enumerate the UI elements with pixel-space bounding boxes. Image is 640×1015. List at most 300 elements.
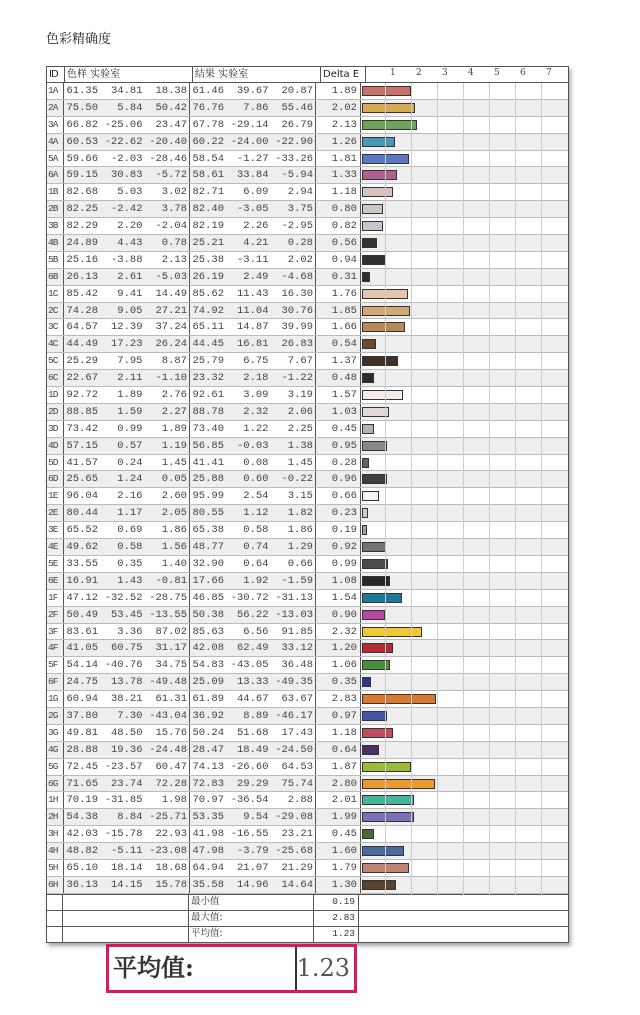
meas-value: -43.05 xyxy=(230,659,269,672)
meas-value: 11.43 xyxy=(236,287,269,300)
delta-e-bar xyxy=(362,356,398,366)
table-row xyxy=(47,167,568,184)
delta-e-value: 0.82 xyxy=(316,218,361,234)
table-row xyxy=(47,201,568,218)
ref-value: -32.52 xyxy=(104,591,143,604)
reference-lab xyxy=(64,792,190,808)
reference-lab xyxy=(64,860,190,876)
delta-e-bar xyxy=(362,458,369,468)
delta-e-bar xyxy=(362,154,409,164)
table-row xyxy=(47,353,568,370)
measured-lab xyxy=(190,184,316,200)
measured-lab xyxy=(190,252,316,268)
meas-value: 2.06 xyxy=(287,405,313,418)
meas-value: 21.29 xyxy=(281,861,313,874)
ref-value: 70.19 xyxy=(66,794,98,807)
delta-e-bar xyxy=(362,728,393,738)
delta-e-value: 0.66 xyxy=(316,488,361,504)
bar-cell xyxy=(361,353,568,369)
measured-lab xyxy=(190,877,316,893)
patch-id: 4D xyxy=(47,438,64,454)
delta-e-bar xyxy=(362,187,393,197)
reference-lab xyxy=(64,556,190,572)
meas-value: 42.08 xyxy=(192,642,224,655)
ref-value: 59.66 xyxy=(66,152,98,165)
meas-value: -1.22 xyxy=(281,372,313,385)
meas-value: -13.03 xyxy=(275,608,313,621)
delta-e-bar xyxy=(362,508,368,518)
ref-value: 7.95 xyxy=(117,355,143,368)
reference-lab xyxy=(64,607,190,623)
reference-lab xyxy=(64,117,190,133)
delta-e-value: 2.01 xyxy=(316,792,361,808)
reference-lab xyxy=(64,303,190,319)
meas-value: 17.66 xyxy=(192,574,224,587)
measured-lab xyxy=(190,742,316,758)
meas-value: -0.22 xyxy=(281,473,313,486)
meas-value: 20.87 xyxy=(281,85,313,97)
bar-cell xyxy=(361,556,568,572)
reference-lab xyxy=(64,370,190,386)
ref-value: 49.62 xyxy=(66,541,98,554)
patch-id: 3D xyxy=(47,421,64,437)
meas-value: -29.08 xyxy=(275,811,313,824)
measured-lab xyxy=(190,573,316,589)
bar-cell xyxy=(361,303,568,319)
table-row xyxy=(47,134,568,151)
table-row xyxy=(47,674,568,691)
ref-value: 54.38 xyxy=(66,811,98,824)
ref-value: 88.85 xyxy=(66,405,98,418)
delta-e-value: 2.13 xyxy=(316,117,361,133)
meas-value: 61.89 xyxy=(192,693,224,706)
meas-value: 64.53 xyxy=(281,760,313,773)
ref-value: 0.78 xyxy=(161,237,187,250)
summary-value: 0.19 xyxy=(314,895,359,910)
ref-value: 2.16 xyxy=(117,490,143,503)
reference-lab xyxy=(64,201,190,217)
average-highlight-box xyxy=(106,944,357,993)
meas-value: 21.07 xyxy=(236,861,269,874)
meas-value: -3.05 xyxy=(236,203,269,216)
table-row xyxy=(47,691,568,708)
measured-lab xyxy=(190,488,316,504)
ref-value: 23.47 xyxy=(155,118,187,131)
bar-cell xyxy=(361,151,568,167)
delta-e-value: 1.66 xyxy=(316,319,361,335)
ref-value: 71.65 xyxy=(66,777,98,790)
ref-value: 17.23 xyxy=(110,338,143,351)
meas-value: -36.54 xyxy=(230,794,269,807)
ref-value: -23.08 xyxy=(149,845,187,858)
patch-id: 4E xyxy=(47,539,64,555)
ref-value: -2.42 xyxy=(110,203,143,216)
table-body xyxy=(47,83,568,894)
meas-value: 1.29 xyxy=(287,541,313,554)
delta-e-bar xyxy=(362,677,371,687)
reference-lab xyxy=(64,742,190,758)
ref-value: 47.12 xyxy=(66,591,98,604)
axis-tick-label: 5 xyxy=(494,68,500,78)
delta-e-value: 2.83 xyxy=(316,691,361,707)
delta-e-bar xyxy=(362,441,387,451)
delta-e-bar xyxy=(362,289,408,299)
meas-value: 0.08 xyxy=(243,456,269,469)
ref-value: 37.24 xyxy=(155,321,187,334)
patch-id: 2A xyxy=(47,100,64,116)
table-row xyxy=(47,252,568,269)
measured-lab xyxy=(190,607,316,623)
bar-cell xyxy=(361,607,568,623)
meas-value: 2.32 xyxy=(243,405,269,418)
ref-value: 36.13 xyxy=(66,878,98,891)
patch-id: 3H xyxy=(47,826,64,842)
ref-value: 30.83 xyxy=(110,169,143,182)
patch-id: 4G xyxy=(47,742,64,758)
patch-id: 1C xyxy=(47,286,64,302)
meas-value: 58.54 xyxy=(192,152,224,165)
patch-id: 2E xyxy=(47,505,64,521)
ref-value: -3.88 xyxy=(110,253,143,266)
measured-lab xyxy=(190,539,316,555)
measured-lab xyxy=(190,776,316,792)
delta-e-bar xyxy=(362,204,383,214)
meas-value: 41.98 xyxy=(192,828,224,841)
ref-value: 14.15 xyxy=(110,878,143,891)
ref-value: 66.82 xyxy=(66,118,98,131)
delta-e-bar xyxy=(362,390,403,400)
reference-lab xyxy=(64,843,190,859)
delta-e-value: 0.48 xyxy=(316,370,361,386)
table-row xyxy=(47,792,568,809)
delta-e-value: 1.18 xyxy=(316,184,361,200)
bar-cell xyxy=(361,843,568,859)
meas-value: 74.13 xyxy=(192,760,224,773)
ref-value: 14.49 xyxy=(155,287,187,300)
bar-cell xyxy=(361,640,568,656)
delta-e-value: 1.87 xyxy=(316,759,361,775)
delta-e-value: 1.76 xyxy=(316,286,361,302)
header-delta-e: Delta E xyxy=(321,67,366,82)
ref-value: 24.89 xyxy=(66,237,98,250)
summary-label: 平均值: xyxy=(189,927,314,942)
ref-value: 1.98 xyxy=(161,794,187,807)
reference-lab xyxy=(64,471,190,487)
axis-tick-label: 6 xyxy=(520,68,526,78)
patch-id: 6G xyxy=(47,776,64,792)
patch-id: 4B xyxy=(47,235,64,251)
ref-value: 61.31 xyxy=(155,693,187,706)
reference-lab xyxy=(64,404,190,420)
ref-value: -43.04 xyxy=(149,709,187,722)
ref-value: 59.15 xyxy=(66,169,98,182)
reference-lab xyxy=(64,590,190,606)
ref-value: 50.42 xyxy=(155,101,187,114)
bar-cell xyxy=(361,201,568,217)
patch-id: 1D xyxy=(47,387,64,403)
average-value: 1.23 xyxy=(296,954,350,982)
delta-e-value: 1.37 xyxy=(316,353,361,369)
reference-lab xyxy=(64,319,190,335)
delta-e-bar xyxy=(362,863,409,873)
patch-id: 6F xyxy=(47,674,64,690)
ref-value: 2.61 xyxy=(117,270,143,283)
ref-value: 33.55 xyxy=(66,557,98,570)
delta-e-bar xyxy=(362,170,397,180)
delta-e-value: 2.32 xyxy=(316,624,361,640)
ref-value: 60.75 xyxy=(110,642,143,655)
measured-lab xyxy=(190,826,316,842)
ref-value: 87.02 xyxy=(155,625,187,638)
measured-lab xyxy=(190,522,316,538)
meas-value: 46.85 xyxy=(192,591,224,604)
meas-value: 7.67 xyxy=(287,355,313,368)
table-row xyxy=(47,809,568,826)
delta-e-value: 1.60 xyxy=(316,843,361,859)
ref-value: 1.45 xyxy=(161,456,187,469)
meas-value: 14.87 xyxy=(236,321,269,334)
reference-lab xyxy=(64,438,190,454)
ref-value: 2.76 xyxy=(161,389,187,402)
ref-value: 54.14 xyxy=(66,659,98,672)
meas-value: -33.26 xyxy=(275,152,313,165)
delta-e-bar xyxy=(362,322,405,332)
delta-e-value: 0.23 xyxy=(316,505,361,521)
ref-value: 12.39 xyxy=(110,321,143,334)
measured-lab xyxy=(190,624,316,640)
ref-value: 8.84 xyxy=(117,811,143,824)
delta-e-bar xyxy=(362,660,390,670)
bar-cell xyxy=(361,624,568,640)
table-row xyxy=(47,759,568,776)
bar-cell xyxy=(361,759,568,775)
summary-row xyxy=(47,926,568,942)
ref-value: 2.20 xyxy=(117,220,143,233)
meas-value: 85.62 xyxy=(192,287,224,300)
meas-value: 2.49 xyxy=(243,270,269,283)
bar-cell xyxy=(361,826,568,842)
measured-lab xyxy=(190,387,316,403)
ref-value: 5.03 xyxy=(117,186,143,199)
meas-value: 47.98 xyxy=(192,845,224,858)
delta-e-bar xyxy=(362,762,411,772)
ref-value: 65.10 xyxy=(66,861,98,874)
ref-value: -28.46 xyxy=(149,152,187,165)
patch-id: 6A xyxy=(47,167,64,183)
measured-lab xyxy=(190,455,316,471)
meas-value: 1.86 xyxy=(287,524,313,537)
patch-id: 6C xyxy=(47,370,64,386)
delta-e-value: 2.02 xyxy=(316,100,361,116)
reference-lab xyxy=(64,218,190,234)
ref-value: 22.67 xyxy=(66,372,98,385)
delta-e-bar xyxy=(362,779,435,789)
table-row xyxy=(47,319,568,336)
table-row xyxy=(47,573,568,590)
ref-value: 23.74 xyxy=(110,777,143,790)
table-row xyxy=(47,83,568,100)
patch-id: 6D xyxy=(47,471,64,487)
table-row xyxy=(47,539,568,556)
delta-e-value: 0.19 xyxy=(316,522,361,538)
measured-lab xyxy=(190,151,316,167)
delta-e-value: 1.08 xyxy=(316,573,361,589)
ref-value: 82.29 xyxy=(66,220,98,233)
summary-label: 最小值 xyxy=(189,895,314,910)
measured-lab xyxy=(190,370,316,386)
measured-lab xyxy=(190,860,316,876)
ref-value: -25.06 xyxy=(104,118,143,131)
meas-value: 28.47 xyxy=(192,743,224,756)
ref-value: -2.04 xyxy=(155,220,187,233)
measured-lab xyxy=(190,708,316,724)
meas-value: 8.89 xyxy=(243,709,269,722)
delta-e-value: 0.92 xyxy=(316,539,361,555)
meas-value: 25.21 xyxy=(192,237,224,250)
delta-e-bar xyxy=(362,795,414,805)
delta-e-value: 0.64 xyxy=(316,742,361,758)
ref-value: 85.42 xyxy=(66,287,98,300)
meas-value: 82.19 xyxy=(192,220,224,233)
measured-lab xyxy=(190,134,316,150)
delta-e-value: 0.45 xyxy=(316,826,361,842)
table-row xyxy=(47,640,568,657)
summary-value: 1.23 xyxy=(314,927,359,942)
bar-cell xyxy=(361,218,568,234)
delta-e-bar xyxy=(362,86,411,96)
measured-lab xyxy=(190,201,316,217)
patch-id: 5H xyxy=(47,860,64,876)
delta-e-bar xyxy=(362,491,379,501)
ref-value: 2.27 xyxy=(161,405,187,418)
meas-value: 1.82 xyxy=(287,507,313,520)
meas-value: 95.99 xyxy=(192,490,224,503)
delta-e-bar xyxy=(362,711,387,721)
ref-value: 34.81 xyxy=(110,85,143,97)
reference-lab xyxy=(64,759,190,775)
meas-value: 0.74 xyxy=(243,541,269,554)
ref-value: -2.03 xyxy=(110,152,143,165)
page-title: 色彩精确度 xyxy=(46,32,112,47)
ref-value: 1.56 xyxy=(161,541,187,554)
meas-value: 75.74 xyxy=(281,777,313,790)
delta-e-value: 2.80 xyxy=(316,776,361,792)
bar-cell xyxy=(361,471,568,487)
ref-value: 25.16 xyxy=(66,253,98,266)
delta-e-value: 1.99 xyxy=(316,809,361,825)
reference-lab xyxy=(64,235,190,251)
bar-cell xyxy=(361,269,568,285)
reference-lab xyxy=(64,353,190,369)
meas-value: 13.33 xyxy=(236,676,269,689)
ref-value: 50.49 xyxy=(66,608,98,621)
delta-e-value: 0.95 xyxy=(316,438,361,454)
table-row xyxy=(47,742,568,759)
bar-cell xyxy=(361,134,568,150)
table-row xyxy=(47,404,568,421)
ref-value: 1.89 xyxy=(117,389,143,402)
table-row xyxy=(47,269,568,286)
delta-e-bar xyxy=(362,339,376,349)
measured-lab xyxy=(190,303,316,319)
ref-value: 60.47 xyxy=(155,760,187,773)
meas-value: 0.58 xyxy=(243,524,269,537)
meas-value: 56.22 xyxy=(236,608,269,621)
bar-cell xyxy=(361,421,568,437)
meas-value: 1.38 xyxy=(287,439,313,452)
color-accuracy-table xyxy=(46,66,569,943)
header-id: ID xyxy=(47,67,65,82)
reference-lab xyxy=(64,877,190,893)
meas-value: 61.46 xyxy=(192,85,224,97)
meas-value: 67.78 xyxy=(192,118,224,131)
measured-lab xyxy=(190,843,316,859)
meas-value: 1.22 xyxy=(243,422,269,435)
delta-e-bar xyxy=(362,576,390,586)
meas-value: 54.83 xyxy=(192,659,224,672)
ref-value: 1.59 xyxy=(117,405,143,418)
measured-lab xyxy=(190,235,316,251)
meas-value: 2.18 xyxy=(243,372,269,385)
ref-value: 3.78 xyxy=(161,203,187,216)
ref-value: 42.03 xyxy=(66,828,98,841)
ref-value: 0.58 xyxy=(117,541,143,554)
table-row xyxy=(47,303,568,320)
ref-value: 18.38 xyxy=(155,85,187,97)
ref-value: 2.05 xyxy=(161,507,187,520)
delta-e-bar xyxy=(362,373,374,383)
meas-value: -22.90 xyxy=(275,135,313,148)
meas-value: 23.21 xyxy=(281,828,313,841)
reference-lab xyxy=(64,708,190,724)
bar-cell xyxy=(361,590,568,606)
header-measured: 结果 实验室 xyxy=(193,67,321,82)
meas-value: 82.71 xyxy=(192,186,224,199)
ref-value: -25.71 xyxy=(149,811,187,824)
meas-value: 17.43 xyxy=(281,726,313,739)
meas-value: 65.38 xyxy=(192,524,224,537)
ref-value: 16.91 xyxy=(66,574,98,587)
measured-lab xyxy=(190,286,316,302)
meas-value: -4.68 xyxy=(281,270,313,283)
delta-e-value: 0.45 xyxy=(316,421,361,437)
ref-value: 9.41 xyxy=(117,287,143,300)
delta-e-bar xyxy=(362,103,415,113)
reference-lab xyxy=(64,83,190,99)
ref-value: 48.50 xyxy=(110,726,143,739)
ref-value: -24.48 xyxy=(149,743,187,756)
patch-id: 1G xyxy=(47,691,64,707)
meas-value: 88.78 xyxy=(192,405,224,418)
ref-value: 41.05 xyxy=(66,642,98,655)
patch-id: 3G xyxy=(47,725,64,741)
meas-value: -25.68 xyxy=(275,845,313,858)
meas-value: 25.79 xyxy=(192,355,224,368)
empty-cell xyxy=(47,911,63,926)
meas-value: 41.41 xyxy=(192,456,224,469)
ref-value: 8.87 xyxy=(161,355,187,368)
ref-value: 83.61 xyxy=(66,625,98,638)
meas-value: 0.28 xyxy=(287,237,313,250)
ref-value: 49.81 xyxy=(66,726,98,739)
ref-value: 18.14 xyxy=(110,861,143,874)
bar-cell xyxy=(361,877,568,893)
bar-cell xyxy=(361,725,568,741)
reference-lab xyxy=(64,691,190,707)
meas-value: 65.11 xyxy=(192,321,224,334)
ref-value: 72.28 xyxy=(155,777,187,790)
table-row xyxy=(47,286,568,303)
